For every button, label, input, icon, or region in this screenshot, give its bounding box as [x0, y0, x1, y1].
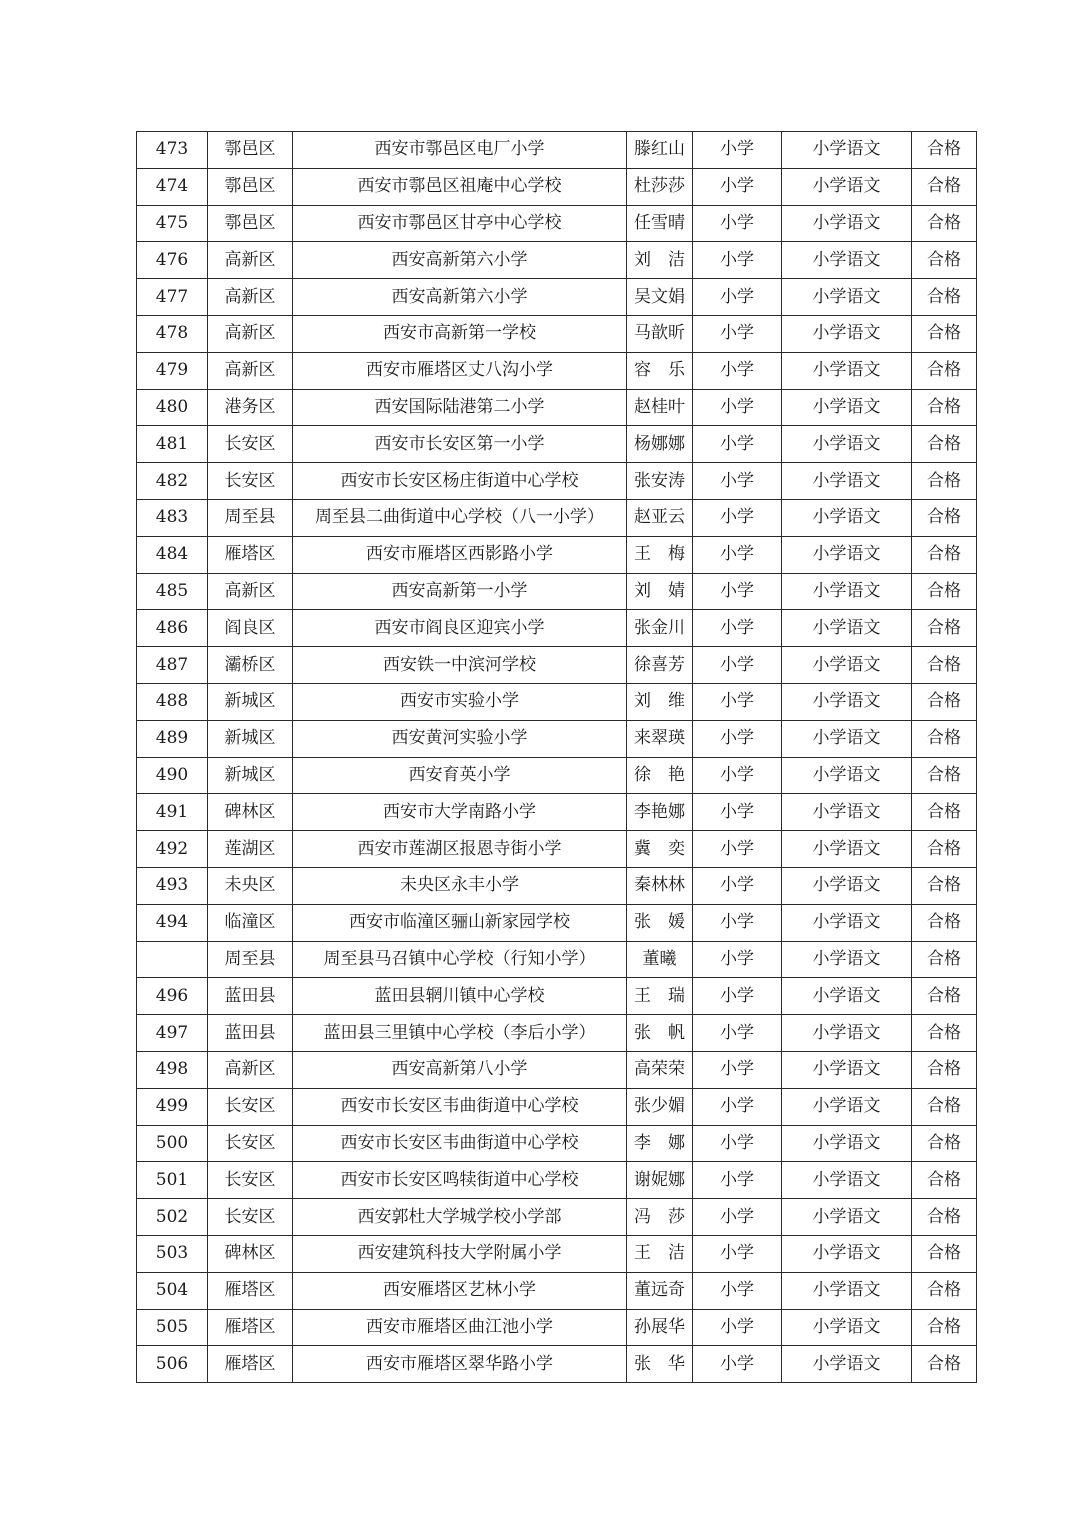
- subject-cell: 小学语文: [782, 499, 912, 536]
- district-cell: 碑林区: [208, 1235, 293, 1272]
- serial-number-cell: 504: [137, 1272, 208, 1309]
- serial-number-cell: 476: [137, 242, 208, 279]
- table-row: [137, 1051, 977, 1088]
- school-cell: 西安高新第八小学: [293, 1051, 627, 1088]
- district-cell: 周至县: [208, 499, 293, 536]
- subject-cell: 小学语文: [782, 1199, 912, 1236]
- school-stage-cell: 小学: [693, 205, 782, 242]
- subject-cell: 小学语文: [782, 242, 912, 279]
- subject-cell: 小学语文: [782, 1309, 912, 1346]
- serial-number-cell: 491: [137, 794, 208, 831]
- district-cell: 新城区: [208, 720, 293, 757]
- school-cell: 西安市鄠邑区电厂小学: [293, 132, 627, 169]
- school-cell: 周至县马召镇中心学校（行知小学）: [293, 941, 627, 978]
- result-cell: 合格: [912, 904, 977, 941]
- school-stage-cell: 小学: [693, 1015, 782, 1052]
- serial-number-cell: 482: [137, 463, 208, 500]
- school-stage-cell: 小学: [693, 1272, 782, 1309]
- result-cell: 合格: [912, 536, 977, 573]
- serial-number-cell: 503: [137, 1235, 208, 1272]
- table-row: [137, 720, 977, 757]
- result-cell: 合格: [912, 279, 977, 316]
- result-cell: 合格: [912, 1272, 977, 1309]
- district-cell: 长安区: [208, 1125, 293, 1162]
- school-stage-cell: 小学: [693, 279, 782, 316]
- school-stage-cell: 小学: [693, 536, 782, 573]
- table-row: [137, 315, 977, 352]
- school-cell: 西安黄河实验小学: [293, 720, 627, 757]
- subject-cell: 小学语文: [782, 1088, 912, 1125]
- school-stage-cell: 小学: [693, 1125, 782, 1162]
- table-row: [137, 1309, 977, 1346]
- school-cell: 西安市大学南路小学: [293, 794, 627, 831]
- subject-cell: 小学语文: [782, 1051, 912, 1088]
- school-cell: 蓝田县辋川镇中心学校: [293, 978, 627, 1015]
- result-cell: 合格: [912, 1162, 977, 1199]
- district-cell: 高新区: [208, 1051, 293, 1088]
- subject-cell: 小学语文: [782, 463, 912, 500]
- school-stage-cell: 小学: [693, 352, 782, 389]
- subject-cell: 小学语文: [782, 647, 912, 684]
- serial-number-cell: 499: [137, 1088, 208, 1125]
- district-cell: 长安区: [208, 426, 293, 463]
- district-cell: 鄠邑区: [208, 132, 293, 169]
- serial-number-cell: 492: [137, 831, 208, 868]
- teacher-name-cell: 刘 婧: [627, 573, 693, 610]
- result-cell: 合格: [912, 1235, 977, 1272]
- serial-number-cell: 475: [137, 205, 208, 242]
- school-cell: 西安雁塔区艺林小学: [293, 1272, 627, 1309]
- school-cell: 西安育英小学: [293, 757, 627, 794]
- serial-number-cell: 483: [137, 499, 208, 536]
- result-cell: 合格: [912, 1309, 977, 1346]
- school-stage-cell: 小学: [693, 720, 782, 757]
- teacher-name-cell: 张安涛: [627, 463, 693, 500]
- table-row: [137, 904, 977, 941]
- result-cell: 合格: [912, 831, 977, 868]
- teacher-name-cell: 张 媛: [627, 904, 693, 941]
- school-cell: 西安铁一中滨河学校: [293, 647, 627, 684]
- subject-cell: 小学语文: [782, 831, 912, 868]
- school-cell: 未央区永丰小学: [293, 867, 627, 904]
- district-cell: 蓝田县: [208, 1015, 293, 1052]
- subject-cell: 小学语文: [782, 536, 912, 573]
- school-cell: 西安市雁塔区西影路小学: [293, 536, 627, 573]
- teacher-name-cell: 赵桂叶: [627, 389, 693, 426]
- teacher-name-cell: 张少媚: [627, 1088, 693, 1125]
- result-cell: 合格: [912, 941, 977, 978]
- result-cell: 合格: [912, 978, 977, 1015]
- subject-cell: 小学语文: [782, 389, 912, 426]
- table-row: [137, 1235, 977, 1272]
- serial-number-cell: 506: [137, 1346, 208, 1383]
- teacher-name-cell: 刘 维: [627, 683, 693, 720]
- serial-number-cell: 505: [137, 1309, 208, 1346]
- district-cell: 长安区: [208, 1162, 293, 1199]
- serial-number-cell: 485: [137, 573, 208, 610]
- serial-number-cell: 481: [137, 426, 208, 463]
- serial-number-cell: 501: [137, 1162, 208, 1199]
- school-stage-cell: 小学: [693, 1088, 782, 1125]
- subject-cell: 小学语文: [782, 1162, 912, 1199]
- table-row: [137, 610, 977, 647]
- teacher-name-cell: 任雪晴: [627, 205, 693, 242]
- table-row: [137, 426, 977, 463]
- subject-cell: 小学语文: [782, 683, 912, 720]
- result-cell: 合格: [912, 1051, 977, 1088]
- serial-number-cell: 496: [137, 978, 208, 1015]
- school-stage-cell: 小学: [693, 757, 782, 794]
- serial-number-cell: 473: [137, 132, 208, 169]
- school-cell: 西安市长安区韦曲街道中心学校: [293, 1088, 627, 1125]
- roster-table-body: [137, 132, 977, 1383]
- school-stage-cell: 小学: [693, 426, 782, 463]
- district-cell: 高新区: [208, 242, 293, 279]
- teacher-name-cell: 冀 奕: [627, 831, 693, 868]
- serial-number-cell: 494: [137, 904, 208, 941]
- table-row: [137, 867, 977, 904]
- school-stage-cell: 小学: [693, 132, 782, 169]
- school-cell: 西安市雁塔区曲江池小学: [293, 1309, 627, 1346]
- teacher-name-cell: 张 华: [627, 1346, 693, 1383]
- serial-number-cell: [137, 941, 208, 978]
- result-cell: 合格: [912, 168, 977, 205]
- school-cell: 西安高新第六小学: [293, 279, 627, 316]
- serial-number-cell: 487: [137, 647, 208, 684]
- teacher-name-cell: 张金川: [627, 610, 693, 647]
- teacher-name-cell: 谢妮娜: [627, 1162, 693, 1199]
- result-cell: 合格: [912, 315, 977, 352]
- result-cell: 合格: [912, 132, 977, 169]
- table-row: [137, 683, 977, 720]
- result-cell: 合格: [912, 867, 977, 904]
- teacher-name-cell: 秦林林: [627, 867, 693, 904]
- result-cell: 合格: [912, 1199, 977, 1236]
- table-row: [137, 757, 977, 794]
- subject-cell: 小学语文: [782, 426, 912, 463]
- school-cell: 西安市阎良区迎宾小学: [293, 610, 627, 647]
- subject-cell: 小学语文: [782, 720, 912, 757]
- subject-cell: 小学语文: [782, 573, 912, 610]
- table-row: [137, 352, 977, 389]
- school-cell: 西安郭杜大学城学校小学部: [293, 1199, 627, 1236]
- subject-cell: 小学语文: [782, 1015, 912, 1052]
- subject-cell: 小学语文: [782, 168, 912, 205]
- result-cell: 合格: [912, 242, 977, 279]
- table-row: [137, 941, 977, 978]
- teacher-name-cell: 王 瑞: [627, 978, 693, 1015]
- school-stage-cell: 小学: [693, 610, 782, 647]
- school-cell: 西安市长安区鸣犊街道中心学校: [293, 1162, 627, 1199]
- teacher-name-cell: 王 洁: [627, 1235, 693, 1272]
- result-cell: 合格: [912, 610, 977, 647]
- district-cell: 周至县: [208, 941, 293, 978]
- table-row: [137, 647, 977, 684]
- result-cell: 合格: [912, 720, 977, 757]
- school-stage-cell: 小学: [693, 242, 782, 279]
- district-cell: 碑林区: [208, 794, 293, 831]
- table-row: [137, 499, 977, 536]
- school-cell: 西安市雁塔区丈八沟小学: [293, 352, 627, 389]
- district-cell: 莲湖区: [208, 831, 293, 868]
- teacher-name-cell: 杨娜娜: [627, 426, 693, 463]
- teacher-name-cell: 孙展华: [627, 1309, 693, 1346]
- serial-number-cell: 489: [137, 720, 208, 757]
- school-stage-cell: 小学: [693, 941, 782, 978]
- district-cell: 灞桥区: [208, 647, 293, 684]
- subject-cell: 小学语文: [782, 867, 912, 904]
- result-cell: 合格: [912, 352, 977, 389]
- table-row: [137, 1088, 977, 1125]
- teacher-name-cell: 徐喜芳: [627, 647, 693, 684]
- school-cell: 西安市莲湖区报恩寺街小学: [293, 831, 627, 868]
- serial-number-cell: 493: [137, 867, 208, 904]
- serial-number-cell: 479: [137, 352, 208, 389]
- school-stage-cell: 小学: [693, 389, 782, 426]
- school-stage-cell: 小学: [693, 1051, 782, 1088]
- school-cell: 西安市雁塔区翠华路小学: [293, 1346, 627, 1383]
- result-cell: 合格: [912, 1088, 977, 1125]
- result-cell: 合格: [912, 499, 977, 536]
- school-cell: 西安高新第一小学: [293, 573, 627, 610]
- district-cell: 新城区: [208, 757, 293, 794]
- subject-cell: 小学语文: [782, 315, 912, 352]
- table-row: [137, 978, 977, 1015]
- school-stage-cell: 小学: [693, 867, 782, 904]
- serial-number-cell: 488: [137, 683, 208, 720]
- teacher-name-cell: 滕红山: [627, 132, 693, 169]
- subject-cell: 小学语文: [782, 794, 912, 831]
- school-cell: 蓝田县三里镇中心学校（李后小学）: [293, 1015, 627, 1052]
- school-stage-cell: 小学: [693, 794, 782, 831]
- subject-cell: 小学语文: [782, 610, 912, 647]
- table-row: [137, 1199, 977, 1236]
- district-cell: 雁塔区: [208, 1272, 293, 1309]
- serial-number-cell: 502: [137, 1199, 208, 1236]
- school-stage-cell: 小学: [693, 978, 782, 1015]
- school-stage-cell: 小学: [693, 1346, 782, 1383]
- table-row: [137, 463, 977, 500]
- teacher-name-cell: 杜莎莎: [627, 168, 693, 205]
- school-stage-cell: 小学: [693, 573, 782, 610]
- teacher-name-cell: 张 帆: [627, 1015, 693, 1052]
- teacher-name-cell: 徐 艳: [627, 757, 693, 794]
- subject-cell: 小学语文: [782, 904, 912, 941]
- district-cell: 未央区: [208, 867, 293, 904]
- subject-cell: 小学语文: [782, 1272, 912, 1309]
- school-cell: 周至县二曲街道中心学校（八一小学）: [293, 499, 627, 536]
- result-cell: 合格: [912, 1346, 977, 1383]
- district-cell: 新城区: [208, 683, 293, 720]
- district-cell: 雁塔区: [208, 1309, 293, 1346]
- result-cell: 合格: [912, 1015, 977, 1052]
- school-cell: 西安市鄠邑区甘亭中心学校: [293, 205, 627, 242]
- serial-number-cell: 477: [137, 279, 208, 316]
- district-cell: 蓝田县: [208, 978, 293, 1015]
- school-cell: 西安市实验小学: [293, 683, 627, 720]
- teacher-name-cell: 赵亚云: [627, 499, 693, 536]
- serial-number-cell: 474: [137, 168, 208, 205]
- district-cell: 长安区: [208, 1199, 293, 1236]
- table-row: [137, 1272, 977, 1309]
- subject-cell: 小学语文: [782, 1125, 912, 1162]
- school-stage-cell: 小学: [693, 831, 782, 868]
- serial-number-cell: 486: [137, 610, 208, 647]
- district-cell: 阎良区: [208, 610, 293, 647]
- school-stage-cell: 小学: [693, 904, 782, 941]
- result-cell: 合格: [912, 463, 977, 500]
- result-cell: 合格: [912, 573, 977, 610]
- table-row: [137, 168, 977, 205]
- teacher-name-cell: 董远奇: [627, 1272, 693, 1309]
- result-cell: 合格: [912, 647, 977, 684]
- district-cell: 雁塔区: [208, 536, 293, 573]
- district-cell: 雁塔区: [208, 1346, 293, 1383]
- teacher-name-cell: 容 乐: [627, 352, 693, 389]
- school-stage-cell: 小学: [693, 168, 782, 205]
- teacher-name-cell: 李 娜: [627, 1125, 693, 1162]
- subject-cell: 小学语文: [782, 941, 912, 978]
- school-stage-cell: 小学: [693, 1235, 782, 1272]
- district-cell: 鄠邑区: [208, 205, 293, 242]
- serial-number-cell: 484: [137, 536, 208, 573]
- serial-number-cell: 497: [137, 1015, 208, 1052]
- subject-cell: 小学语文: [782, 352, 912, 389]
- school-cell: 西安建筑科技大学附属小学: [293, 1235, 627, 1272]
- school-cell: 西安国际陆港第二小学: [293, 389, 627, 426]
- subject-cell: 小学语文: [782, 757, 912, 794]
- result-cell: 合格: [912, 794, 977, 831]
- district-cell: 鄠邑区: [208, 168, 293, 205]
- school-cell: 西安市高新第一学校: [293, 315, 627, 352]
- district-cell: 长安区: [208, 463, 293, 500]
- table-row: [137, 242, 977, 279]
- teacher-name-cell: 吴文娟: [627, 279, 693, 316]
- table-row: [137, 279, 977, 316]
- school-cell: 西安市长安区杨庄街道中心学校: [293, 463, 627, 500]
- table-row: [137, 536, 977, 573]
- subject-cell: 小学语文: [782, 205, 912, 242]
- school-stage-cell: 小学: [693, 683, 782, 720]
- serial-number-cell: 478: [137, 315, 208, 352]
- serial-number-cell: 490: [137, 757, 208, 794]
- school-cell: 西安市长安区韦曲街道中心学校: [293, 1125, 627, 1162]
- district-cell: 港务区: [208, 389, 293, 426]
- table-row: [137, 573, 977, 610]
- school-cell: 西安市鄠邑区祖庵中心学校: [293, 168, 627, 205]
- teacher-name-cell: 来翠瑛: [627, 720, 693, 757]
- result-cell: 合格: [912, 389, 977, 426]
- serial-number-cell: 500: [137, 1125, 208, 1162]
- school-stage-cell: 小学: [693, 315, 782, 352]
- subject-cell: 小学语文: [782, 1346, 912, 1383]
- district-cell: 临潼区: [208, 904, 293, 941]
- table-row: [137, 1125, 977, 1162]
- table-row: [137, 1015, 977, 1052]
- teacher-name-cell: 李艳娜: [627, 794, 693, 831]
- teacher-name-cell: 马歆昕: [627, 315, 693, 352]
- school-stage-cell: 小学: [693, 1162, 782, 1199]
- district-cell: 高新区: [208, 352, 293, 389]
- subject-cell: 小学语文: [782, 279, 912, 316]
- school-stage-cell: 小学: [693, 1309, 782, 1346]
- teacher-name-cell: 高荣荣: [627, 1051, 693, 1088]
- school-cell: 西安市长安区第一小学: [293, 426, 627, 463]
- table-row: [137, 831, 977, 868]
- serial-number-cell: 498: [137, 1051, 208, 1088]
- district-cell: 高新区: [208, 315, 293, 352]
- school-stage-cell: 小学: [693, 1199, 782, 1236]
- school-cell: 西安高新第六小学: [293, 242, 627, 279]
- result-cell: 合格: [912, 426, 977, 463]
- table-row: [137, 132, 977, 169]
- subject-cell: 小学语文: [782, 1235, 912, 1272]
- school-cell: 西安市临潼区骊山新家园学校: [293, 904, 627, 941]
- school-stage-cell: 小学: [693, 499, 782, 536]
- table-row: [137, 389, 977, 426]
- teacher-name-cell: 冯 莎: [627, 1199, 693, 1236]
- serial-number-cell: 480: [137, 389, 208, 426]
- result-cell: 合格: [912, 1125, 977, 1162]
- table-row: [137, 205, 977, 242]
- roster-table: [136, 131, 977, 1383]
- table-row: [137, 1346, 977, 1383]
- subject-cell: 小学语文: [782, 132, 912, 169]
- table-row: [137, 794, 977, 831]
- school-stage-cell: 小学: [693, 463, 782, 500]
- table-row: [137, 1162, 977, 1199]
- subject-cell: 小学语文: [782, 978, 912, 1015]
- result-cell: 合格: [912, 683, 977, 720]
- teacher-name-cell: 王 梅: [627, 536, 693, 573]
- district-cell: 高新区: [208, 573, 293, 610]
- teacher-name-cell: 刘 洁: [627, 242, 693, 279]
- result-cell: 合格: [912, 205, 977, 242]
- result-cell: 合格: [912, 757, 977, 794]
- district-cell: 长安区: [208, 1088, 293, 1125]
- school-stage-cell: 小学: [693, 647, 782, 684]
- teacher-name-cell: 董曦: [627, 941, 693, 978]
- district-cell: 高新区: [208, 279, 293, 316]
